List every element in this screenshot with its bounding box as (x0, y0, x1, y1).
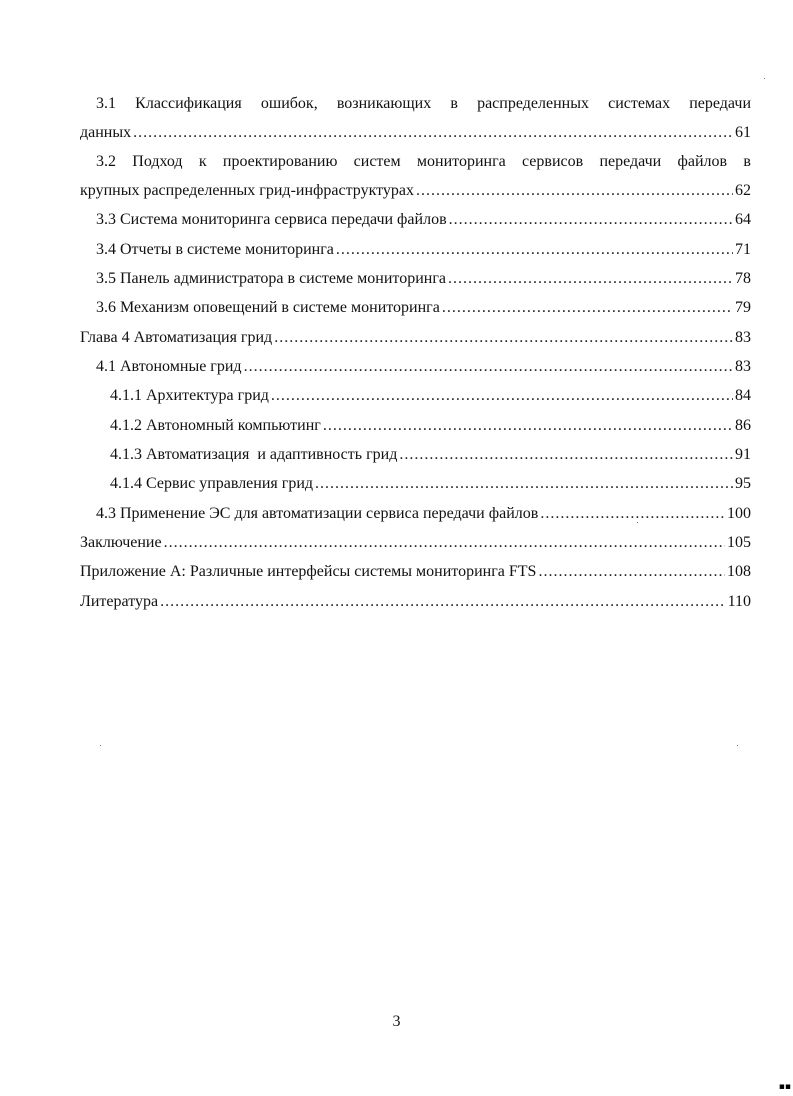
toc-word: в (450, 95, 458, 112)
toc-entry-title: 4.3 Применение ЭС для автоматизации сервиса передачи файлов (96, 505, 539, 522)
toc-entry-appendix-a[interactable] (80, 562, 751, 582)
toc-word: передачи (599, 153, 662, 170)
toc-page-number: 83 (735, 329, 751, 346)
toc-word: 3.1 (96, 95, 116, 112)
toc-entry-title: данных (80, 124, 132, 141)
toc-entry-3-1-line1 (96, 94, 751, 114)
toc-entry-4-1[interactable] (96, 357, 751, 377)
toc-page-number: 79 (735, 299, 751, 316)
scan-speck (764, 78, 765, 79)
dot-leader (540, 504, 725, 524)
dot-leader (538, 562, 725, 582)
toc-entry-title: 3.5 Панель администратора в системе мониторинга (96, 270, 446, 287)
toc-page-number: 84 (735, 387, 751, 404)
toc-entry-4-3[interactable] (96, 504, 751, 524)
toc-entry-4-1-2[interactable] (110, 416, 751, 436)
toc-entry-title: 3.3 Система мониторинга сервиса передачи файлов (96, 211, 447, 228)
toc-word: систем (353, 153, 401, 170)
toc-entry-3-4[interactable] (96, 240, 751, 260)
toc-entry-title: Приложение А: Различные интерфейсы системы мониторинга FTS (80, 563, 537, 580)
toc-entry-chapter-4[interactable] (80, 328, 751, 348)
toc-page-number: 108 (727, 563, 751, 580)
toc-entry-4-1-1[interactable] (110, 386, 751, 406)
toc-page-number: 86 (735, 417, 751, 434)
toc-entry-title: Глава 4 Автоматизация грид (80, 329, 273, 346)
toc-word: системах (608, 95, 671, 112)
toc-word: распределенных (477, 95, 589, 112)
toc-entry-3-2-line2[interactable] (80, 181, 751, 201)
toc-word: проектированию (222, 153, 338, 170)
toc-entry-title: 4.1 Автономные грид (96, 358, 242, 375)
toc-page-number: 61 (735, 124, 751, 141)
dot-leader (244, 357, 733, 377)
toc-word: передачи (689, 95, 751, 112)
dot-leader (271, 386, 733, 406)
toc-page-number: 100 (727, 505, 751, 522)
scan-speck (637, 522, 638, 523)
scan-speck (737, 745, 738, 746)
toc-entry-3-6[interactable] (96, 298, 751, 318)
toc-entry-title: 3.6 Механизм оповещений в системе мониторинга (96, 299, 440, 316)
toc-page-number: 62 (735, 182, 751, 199)
toc-page-number: 95 (735, 475, 751, 492)
scan-artifact: ▪▪ (778, 1082, 791, 1092)
toc-page-number: 110 (727, 593, 751, 610)
dot-leader (416, 181, 733, 201)
toc-entry-title: 4.1.2 Автономный компьютинг (110, 417, 321, 434)
toc-word: файлов (677, 153, 728, 170)
dot-leader (442, 298, 733, 318)
page-number: 3 (392, 1013, 401, 1030)
toc-entry-literature[interactable] (80, 592, 751, 612)
dot-leader (323, 416, 733, 436)
toc-word: в (743, 153, 751, 170)
toc-entry-title: Заключение (80, 534, 162, 551)
dot-leader (449, 210, 733, 230)
toc-page-number: 71 (735, 241, 751, 258)
dot-leader (315, 474, 733, 494)
toc-entry-conclusion[interactable] (80, 533, 751, 553)
toc-page-number: 64 (735, 211, 751, 228)
toc-entry-3-3[interactable] (96, 210, 751, 230)
toc-entry-3-5[interactable] (96, 269, 751, 289)
toc-entry-4-1-4[interactable] (110, 474, 751, 494)
toc-word: ошибок, (260, 95, 318, 112)
toc-entry-title: Литература (80, 593, 159, 610)
dot-leader (274, 328, 733, 348)
dot-leader (336, 240, 733, 260)
toc-entry-4-1-3[interactable] (110, 445, 751, 465)
toc-word: возникающих (336, 95, 432, 112)
toc-page-number: 83 (735, 358, 751, 375)
toc-page-number: 105 (727, 534, 751, 551)
toc-entry-title: 3.4 Отчеты в системе мониторинга (96, 241, 334, 258)
toc-word: Подход (132, 153, 183, 170)
toc-entry-3-2-line1 (96, 152, 751, 172)
dot-leader (164, 533, 725, 553)
dot-leader (160, 592, 726, 612)
toc-word: Классификация (135, 95, 242, 112)
toc-entry-3-1-line2[interactable] (80, 123, 751, 143)
scan-speck (100, 745, 101, 746)
toc-entry-title: 4.1.1 Архитектура грид (110, 387, 269, 404)
dot-leader (448, 269, 733, 289)
toc-page-number: 91 (735, 446, 751, 463)
toc-entry-title: 4.1.4 Сервис управления грид (110, 475, 314, 492)
toc-word: мониторинга (416, 153, 506, 170)
toc-entry-title: 4.1.3 Автоматизация и адаптивность грид (110, 446, 398, 463)
toc-word: сервисов (522, 153, 584, 170)
toc-word: к (198, 153, 207, 170)
toc-entry-title: крупных распределенных грид-инфраструктурах (80, 182, 415, 199)
toc-page-number: 78 (735, 270, 751, 287)
dot-leader (133, 123, 733, 143)
toc-word: 3.2 (96, 153, 116, 170)
dot-leader (399, 445, 733, 465)
